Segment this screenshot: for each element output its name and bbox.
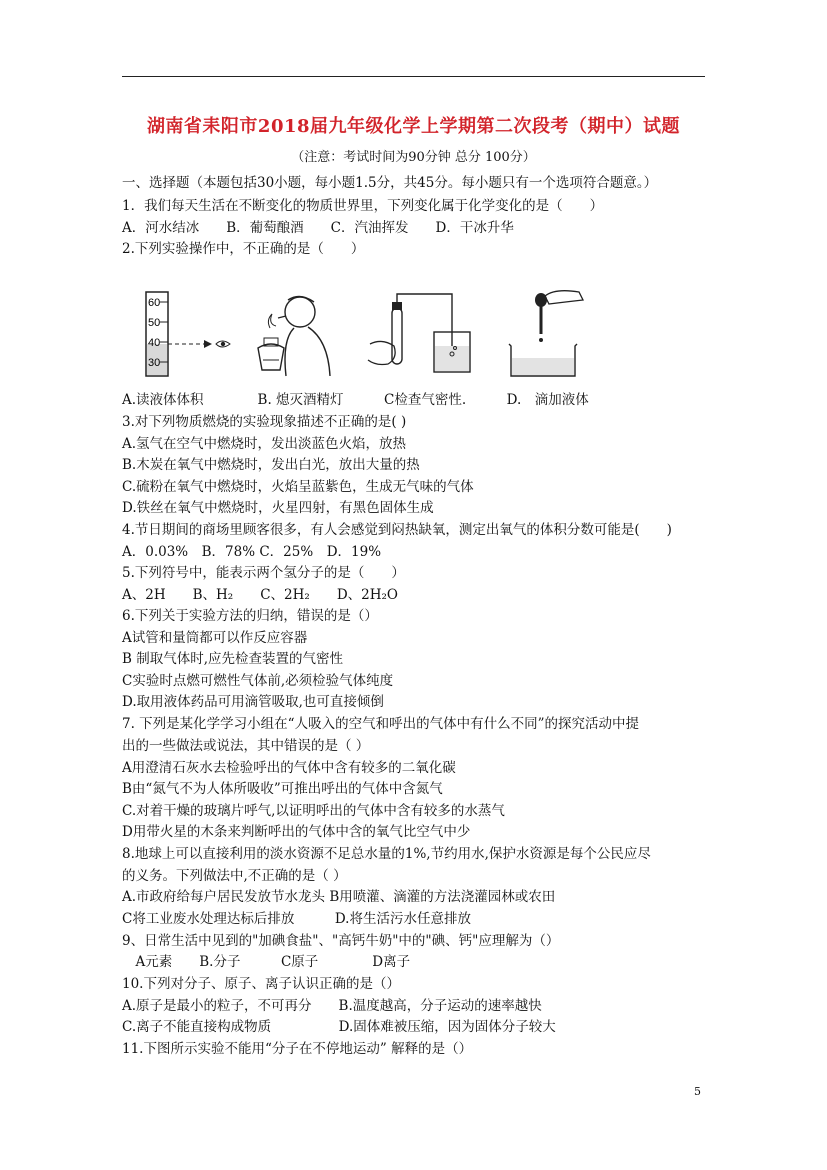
exam-title: 湖南省耒阳市2018届九年级化学上学期第二次段考（期中）试题 — [146, 116, 681, 137]
text-line: 的义务。下列做法中,不正确的是（ ） — [122, 868, 347, 884]
text-line: 11.下图所示实验不能用“分子在不停地运动” 解释的是（） — [122, 1041, 473, 1057]
text-line: 3.对下列物质燃烧的实验现象描述不正确的是( ) — [122, 414, 407, 430]
text-line: 一、选择题（本题包括30小题，每小题1.5分，共45分。每小题只有一个选项符合题意。） — [122, 175, 658, 191]
text-line: A元素 B.分子 C原子 D离子 — [122, 954, 411, 970]
text-line: A．河水结冰 B．葡萄酿酒 C．汽油挥发 D．干冰升华 — [122, 220, 514, 236]
text-line: 6.下列关于实验方法的归纳，错误的是（） — [122, 608, 378, 624]
text-line: A.读液体体积 B. 熄灭酒精灯 C检查气密性. D. 滴加液体 — [122, 392, 589, 408]
text-line: A用澄清石灰水去检验呼出的气体中含有较多的二氧化碳 — [122, 760, 456, 776]
header-rule — [122, 76, 705, 77]
text-line: A．0.03% B．78% C．25% D．19% — [122, 544, 382, 560]
page-number: 5 — [694, 1085, 701, 1098]
text-line: A、2H B、H₂ C、2H₂ D、2H₂O — [122, 587, 398, 603]
exam-note: （注意：考试时间为90分钟 总分 100分） — [291, 150, 536, 165]
scale-tick-40: 40 — [148, 337, 161, 349]
figure-read-volume — [138, 288, 238, 380]
scale-tick-30: 30 — [148, 357, 161, 369]
text-line: C实验时点燃可燃性气体前,必须检验气体纯度 — [122, 673, 394, 689]
text-line: A.原子是最小的粒子，不可再分 B.温度越高，分子运动的速率越快 — [122, 998, 542, 1014]
text-line: B.木炭在氧气中燃烧时，发出白光，放出大量的热 — [122, 457, 420, 473]
text-line: B 制取气体时,应先检查装置的气密性 — [122, 651, 344, 667]
text-line: D用带火星的木条来判断呼出的气体中含的氧气比空气中少 — [122, 824, 471, 840]
text-line: A.市政府给每户居民发放节水龙头 B用喷灌、滴灌的方法浇灌园林或农田 — [122, 889, 556, 905]
text-line: A.氢气在空气中燃烧时，发出淡蓝色火焰，放热 — [122, 436, 407, 452]
text-line: C将工业废水处理达标后排放 D.将生活污水任意排放 — [122, 911, 471, 927]
text-line: D.铁丝在氧气中燃烧时，火星四射，有黑色固体生成 — [122, 500, 434, 516]
text-line: C.离子不能直接构成物质 D.固体难被压缩，因为固体分子较大 — [122, 1019, 556, 1035]
scale-tick-60: 60 — [148, 297, 161, 309]
text-line: D.取用液体药品可用滴管吸取,也可直接倾倒 — [122, 694, 384, 710]
text-line: 8.地球上可以直接利用的淡水资源不足总水量的1%,节约用水,保护水资源是每个公民应尽 — [122, 846, 651, 862]
text-line: 4.节日期间的商场里顾客很多，有人会感觉到闷热缺氧，测定出氧气的体积分数可能是( ) — [122, 522, 672, 538]
text-line: 2.下列实验操作中，不正确的是（ ） — [122, 241, 365, 257]
text-line: 9、日常生活中见到的"加碘食盐"、"高钙牛奶"中的"碘、钙"应理解为（） — [122, 933, 560, 949]
text-line: 出的一些做法或说法，其中错误的是（ ） — [122, 738, 370, 754]
figure-blow-lamp — [238, 288, 338, 380]
text-line: C.硫粉在氧气中燃烧时，火焰呈蓝紫色，生成无气味的气体 — [122, 479, 474, 495]
figure-drop-liquid — [505, 288, 595, 380]
text-line: B由“氮气不为人体所吸收”可推出呼出的气体中含氮气 — [122, 781, 443, 797]
text-line: 1．我们每天生活在不断变化的物质世界里，下列变化属于化学变化的是（ ） — [122, 198, 604, 214]
scale-tick-50: 50 — [148, 317, 161, 329]
figure-check-airtight — [362, 288, 482, 380]
text-line: A试管和量筒都可以作反应容器 — [122, 630, 308, 646]
text-line: 5.下列符号中，能表示两个氢分子的是（ ） — [122, 565, 405, 581]
text-line: 7. 下列是某化学学习小组在“人吸入的空气和呼出的气体中有什么不同”的探究活动中提 — [122, 716, 639, 732]
text-line: 10.下列对分子、原子、离子认识正确的是（） — [122, 976, 400, 992]
text-line: C.对着干燥的玻璃片呼气,以证明呼出的气体中含有较多的水蒸气 — [122, 803, 505, 819]
